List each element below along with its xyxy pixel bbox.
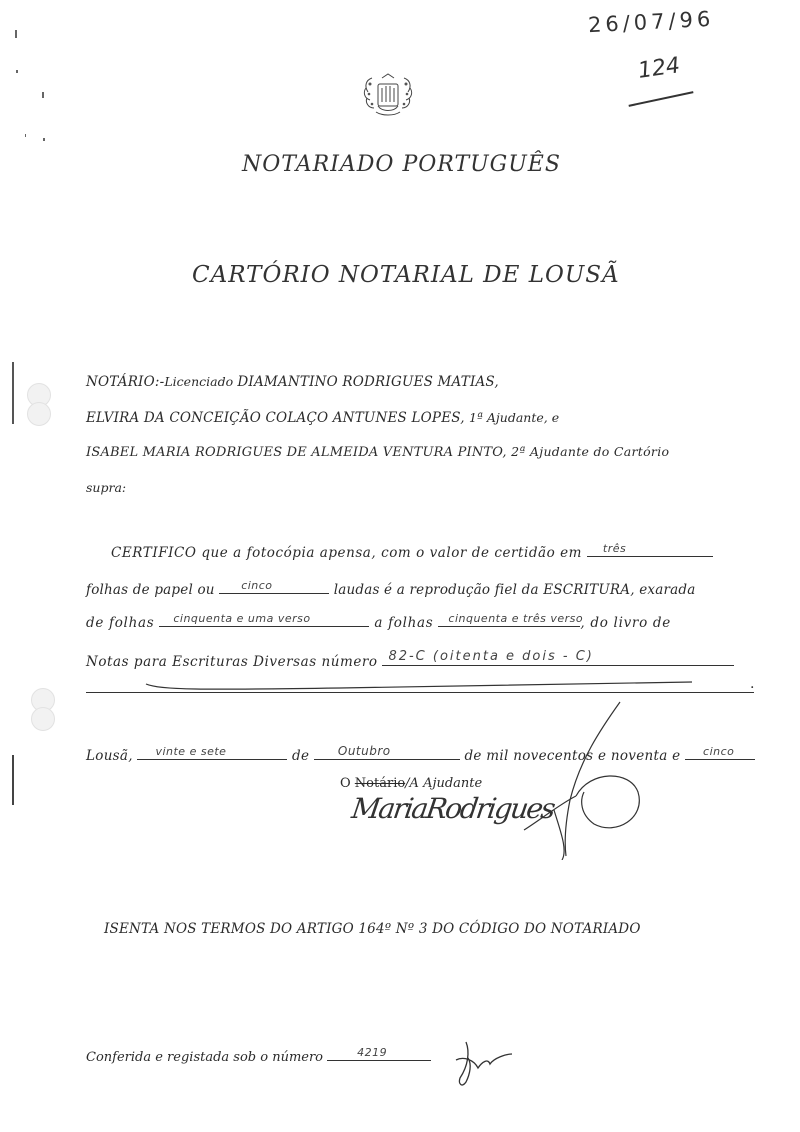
month-value: Outubro [337,744,391,758]
scan-speck [15,30,17,38]
sheets-count-value: três [602,542,627,555]
month-field[interactable] [314,745,460,760]
signature-role [340,776,482,791]
from-page-field[interactable] [159,612,369,627]
certificate-text-3a: de folhas [86,615,155,631]
certificate-text-3b: a folhas [374,615,434,631]
signature-flourish [520,700,650,860]
pages-count-field[interactable] [219,579,329,594]
book-number-field[interactable] [382,647,734,666]
registration-number-field[interactable] [327,1046,431,1061]
handwritten-number: 124 [636,53,682,84]
punch-hole-bottom-lower [31,707,55,731]
scan-speck [43,138,45,141]
first-assistant-role: 1ª Ajudante, e [469,410,560,425]
pages-count-value: cinco [241,579,273,592]
second-assistant-line [86,444,669,460]
scan-speck [42,92,44,98]
certificate-line-1 [111,542,713,561]
first-assistant-line [86,410,559,426]
notary-name: DIAMANTINO RODRIGUES MATIAS, [237,374,499,390]
dateline [86,745,755,764]
to-page-field[interactable] [438,612,584,627]
registration-line [86,1046,431,1065]
second-assistant-name: ISABEL MARIA RODRIGUES DE ALMEIDA VENTURA PINTO, [86,445,507,460]
margin-mark-upper [12,362,14,424]
signature-role-struck: Notário [354,776,406,791]
place-label: Lousã, [86,748,133,764]
certificate-text-2b: laudas é a reprodução fiel da ESCRITURA, exarada [333,582,696,598]
handwritten-underline [629,91,694,107]
notary-line [86,374,499,390]
registration-label: Conferida e registada sob o número [86,1050,324,1065]
year-suffix-value: cinco [703,745,735,758]
certificate-line-5-end: . [750,676,755,692]
certificate-text-1: CERTIFICO que a fotocópia apensa, com o valor de certidão em [111,545,583,561]
year-text: de mil novecentos e noventa e [464,748,681,764]
from-page-value: cinquenta e uma verso [173,612,311,625]
page-title: NOTARIADO PORTUGUÊS [242,152,561,177]
signature-role-suffix: /A Ajudante [405,776,483,791]
day-field[interactable] [137,745,287,760]
notary-label: NOTÁRIO:- [86,374,165,390]
certificate-text-3c: , do livro de [580,615,671,631]
book-number-value: 82-C (oitenta e dois - C) [388,649,594,664]
first-assistant-name: ELVIRA DA CONCEIÇÃO COLAÇO ANTUNES LOPES, [86,410,465,426]
margin-mark-lower [12,755,14,805]
to-page-value: cinquenta e três verso [448,612,584,625]
certificate-line-2 [86,579,695,598]
second-assistant-role: 2ª Ajudante do Cartório [511,444,670,459]
signature-role-prefix: O [340,776,355,791]
certificate-text-2a: folhas de papel ou [86,582,215,598]
handwritten-strike-line [140,670,700,694]
supra-line: supra: [86,480,127,495]
day-value: vinte e sete [155,745,227,758]
certificate-text-4: Notas para Escrituras Diversas número [86,654,378,670]
registration-number-value: 4219 [357,1046,388,1059]
signature-handwritten: MariaRodrigues [349,792,556,825]
scan-speck [25,134,26,137]
sheets-count-field[interactable] [587,542,713,557]
certificate-line-3 [86,612,671,631]
coat-of-arms-emblem [360,72,416,118]
page-subtitle: CARTÓRIO NOTARIAL DE LOUSÃ [192,262,620,288]
handwritten-date: 26/07/96 [587,6,715,38]
punch-hole-top-lower [27,402,51,426]
emblem-icon [360,72,416,118]
certificate-line-4 [86,647,734,670]
notary-title: Licenciado [164,374,234,389]
scan-speck [16,70,18,73]
exemption-notice: ISENTA NOS TERMOS DO ARTIGO 164º Nº 3 DO CÓDIGO DO NOTARIADO [104,921,641,937]
de-label: de [292,748,310,764]
registration-initials [450,1038,520,1092]
year-suffix-field[interactable] [685,745,755,760]
